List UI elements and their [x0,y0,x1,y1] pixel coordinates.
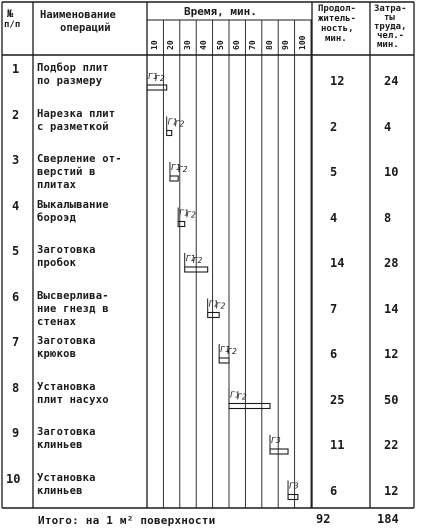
resource-label: Г2 [186,210,196,220]
operation-name-line2: крюков [37,348,77,360]
row-number: 7 [12,335,20,349]
resource-label: Г1 [170,163,181,172]
row-number: 5 [12,244,20,258]
operation-name-line2: клиньев [37,484,83,497]
operation-name-line2: с разметкой [37,120,109,133]
operation-duration: 14 [330,256,345,270]
operation-duration: 7 [330,301,338,316]
footer-label: Итого: на 1 м² поверхности [38,514,216,527]
gantt-bar [229,404,270,409]
operation-labor: 50 [384,392,399,407]
operation-name-line3: стенах [37,315,77,328]
time-tick-label: 40 [199,40,209,50]
operation-labor: 22 [384,438,399,452]
operation-labor: 28 [384,256,399,270]
resource-label: Г1 [208,299,219,309]
resource-label: Г2 [174,119,185,129]
time-tick-label: 100 [297,35,307,50]
header-labor-line3: труда, [374,22,407,32]
row-number: 4 [12,198,20,213]
header-labor-line4: чел.- [377,31,405,41]
header-time: Время, мин. [184,5,257,18]
operation-name-line1: Установка [37,380,96,393]
resource-label: Г2 [155,74,165,83]
resource-label: Г1 [220,345,230,354]
footer-duration: 92 [316,512,331,526]
gantt-bar [219,358,229,363]
gantt-bar [178,222,185,227]
header-name-line1: Наименование [40,9,116,21]
operation-name-line2: по размеру [37,75,103,87]
operation-duration: 11 [330,438,345,452]
resource-label: Г2 [227,347,237,356]
operation-duration: 6 [330,347,338,361]
gantt-bar [167,131,172,136]
header-name-line2: операций [60,22,111,34]
operation-duration: 4 [330,210,338,225]
operation-labor: 24 [384,74,399,88]
header-labor-line2: ты [384,13,395,23]
gantt-bar [170,176,178,181]
operation-labor: 12 [384,347,399,361]
time-tick-label: 80 [264,40,274,50]
row-number: 9 [12,426,20,440]
operation-duration: 2 [330,119,338,134]
operation-name-line1: Сверление от- [37,153,122,165]
operation-name-line1: Подбор плит [37,62,109,74]
header-duration-line4: мин. [325,34,347,44]
header-labor-line5: мин. [377,40,399,50]
operation-duration: 12 [330,74,345,88]
resource-label: Г1 [148,72,158,81]
operation-name-line1: Заготовка [37,426,96,438]
operation-name-line1: Нарезка плит [37,107,116,120]
operation-labor: 14 [384,301,399,316]
time-tick-label: 30 [182,40,192,50]
row-number: 8 [12,380,20,395]
resource-label: Г2 [177,165,188,174]
header-no-line2: п/п [4,20,21,30]
row-number: 6 [12,289,20,304]
operation-name-line2: верстий в [37,166,96,178]
row-number: 1 [12,62,20,76]
operation-duration: 25 [330,392,345,407]
resource-label: Г2 [192,256,203,265]
resource-label: Г1 [230,390,240,400]
operation-labor: 4 [384,119,392,134]
time-tick-label: 50 [215,40,225,50]
operation-name-line1: Заготовка [37,244,96,256]
operation-name-line1: Заготовка [37,335,96,347]
operation-name-line2: пробок [37,257,77,269]
resource-label: Г3 [271,436,281,445]
operation-name-line1: Высверлива- [37,289,109,302]
operation-labor: 10 [384,165,399,179]
header-duration-line1: Продол- [318,4,356,14]
header-labor-line1: Затра- [374,4,407,14]
operation-name-line1: Установка [37,471,96,484]
time-tick-label: 60 [232,40,241,50]
resource-label: Г2 [215,301,226,311]
footer-labor: 184 [377,512,399,526]
operation-name-line2: бороэд [37,211,77,224]
resource-label: Г3 [289,481,299,491]
row-number: 2 [12,107,20,122]
gantt-bar [288,495,298,500]
time-tick-label: 90 [281,40,291,50]
time-tick-label: 10 [150,40,159,50]
operation-name-line2: клиньев [37,439,83,451]
gantt-bar [270,449,288,454]
header-duration-line3: ность, [321,24,354,34]
operation-name-line2: плит насухо [37,393,109,406]
operation-duration: 5 [330,165,338,179]
operation-labor: 8 [384,210,392,225]
row-number: 3 [12,153,20,167]
header-duration-line2: житель- [318,14,356,24]
gantt-bar [208,313,219,318]
row-number: 10 [6,471,21,486]
operation-labor: 12 [384,483,399,498]
time-tick-label: 20 [166,40,176,50]
operation-name-line1: Выкалывание [37,198,109,211]
resource-label: Г1 [179,208,189,218]
header-no-line1: № [7,8,14,20]
resource-label: Г2 [237,392,247,402]
resource-label: Г1 [167,117,178,127]
resource-label: Г1 [185,254,196,263]
operation-name-line3: плитах [37,179,77,191]
operation-name-line2: ние гнезд в [37,302,109,315]
time-tick-label: 70 [248,40,258,50]
operation-duration: 6 [330,483,338,498]
